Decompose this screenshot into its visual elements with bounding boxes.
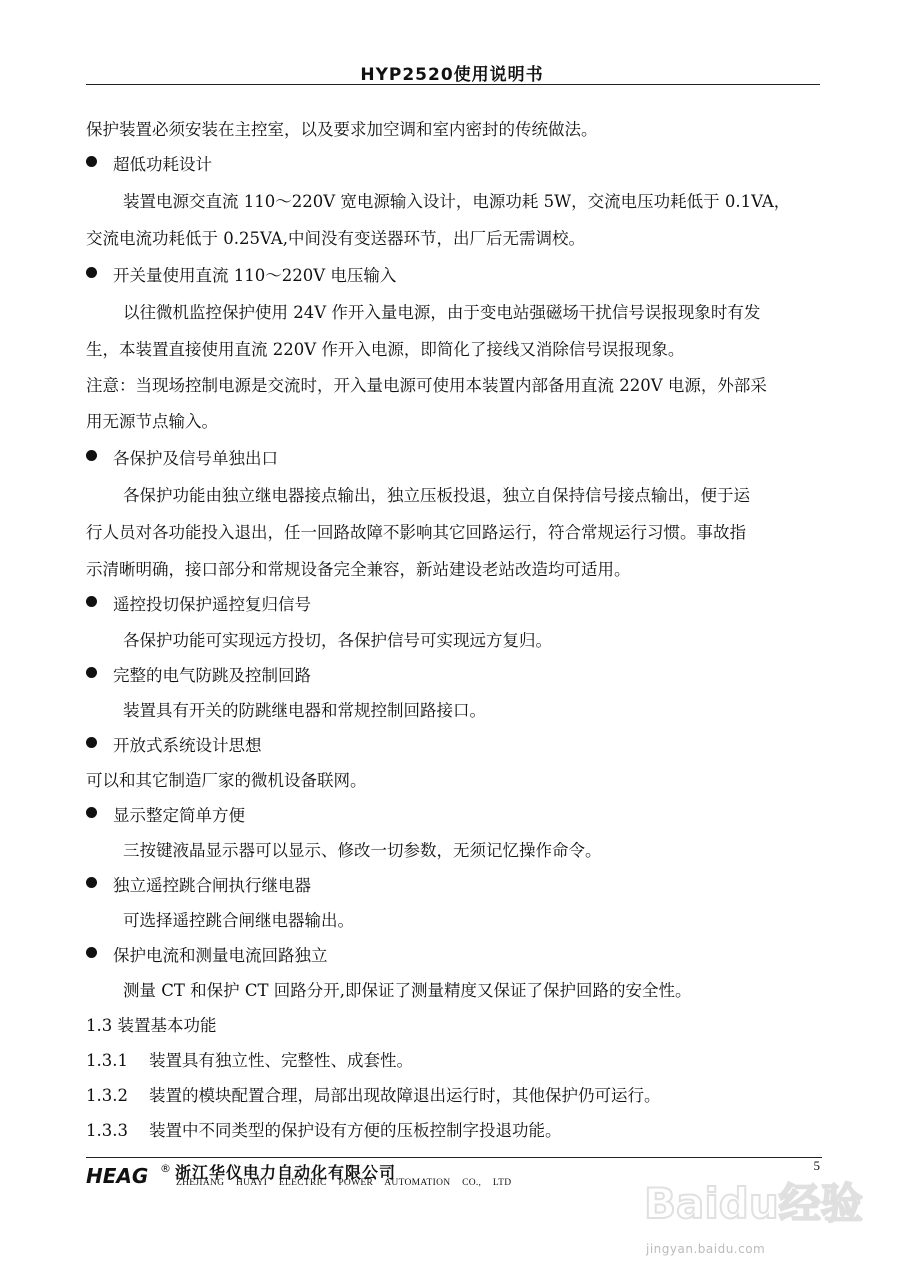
bullet-title: 显示整定简单方便 (113, 806, 245, 825)
paragraph-line: 可选择遥控跳合闸继电器输出。 (123, 911, 354, 930)
item-text: 装置中不同类型的保护设有方便的压板控制字投退功能。 (149, 1121, 562, 1140)
paragraph-line: 以往微机监控保护使用 24V 作开入量电源，由于变电站强磁场干扰信号误报现象时有发 (123, 303, 761, 322)
company-name-en: ZHEJIANG HUAYI ELECTRIC POWER AUTOMATION CO., LTD (176, 1178, 512, 1188)
numbered-item (86, 1082, 661, 1106)
paragraph-line: 行人员对各功能投入退出，任一回路故障不影响其它回路运行，符合常规运行习惯。事故指 (86, 523, 746, 542)
bullet-title: 保护电流和测量电流回路独立 (113, 946, 328, 965)
bullet-title: 各保护及信号单独出口 (113, 449, 278, 468)
page-number: 5 (813, 1158, 820, 1173)
bullet-icon (86, 450, 97, 461)
bullet-icon (86, 737, 97, 748)
logo-text: HEAG (86, 1164, 149, 1188)
numbered-item (86, 1117, 562, 1141)
paragraph-line: 可以和其它制造厂家的微机设备联网。 (86, 771, 367, 790)
bullet-title: 开放式系统设计思想 (113, 736, 262, 755)
item-text: 装置的模块配置合理，局部出现故障退出运行时，其他保护仍可运行。 (149, 1086, 661, 1105)
bullet-icon (86, 156, 97, 167)
paragraph-intro: 保护装置必须安装在主控室，以及要求加空调和室内密封的传统做法。 (86, 120, 598, 139)
watermark-brand: Baidu经验 (644, 1179, 863, 1228)
paragraph-line: 各保护功能由独立继电器接点输出，独立压板投退，独立自保持信号接点输出，便于运 (123, 486, 750, 505)
item-text: 装置具有独立性、完整性、成套性。 (149, 1051, 413, 1070)
bullet-title: 超低功耗设计 (113, 155, 212, 174)
item-number: 1.3.1 (86, 1051, 128, 1070)
bullet-title: 独立遥控跳合闸执行继电器 (113, 876, 311, 895)
watermark-url: jingyan.baidu.com (646, 1242, 766, 1256)
bullet-title: 开关量使用直流 110～220V 电压输入 (113, 266, 397, 285)
bullet-icon (86, 947, 97, 958)
company-name-cn: 浙江华仪电力自动化有限公司 (175, 1163, 397, 1182)
note-line: 用无源节点输入。 (86, 412, 218, 431)
item-number: 1.3.3 (86, 1121, 128, 1140)
bullet-icon (86, 877, 97, 888)
bullet-icon (86, 596, 97, 607)
bullet-icon (86, 807, 97, 818)
section-heading: 1.3 装置基本功能 (86, 1016, 217, 1035)
paragraph-line: 交流电流功耗低于 0.25VA,中间没有变送器环节，出厂后无需调校。 (86, 229, 585, 248)
bullet-icon (86, 667, 97, 678)
footer-divider (86, 1157, 822, 1158)
header-title: HYP2520使用说明书 (360, 65, 544, 85)
paragraph-line: 三按键液晶显示器可以显示、修改一切参数，无须记忆操作命令。 (123, 841, 602, 860)
paragraph-line: 各保护功能可实现远方投切，各保护信号可实现远方复归。 (123, 631, 552, 650)
paragraph-line: 生，本装置直接使用直流 220V 作开入电源，即简化了接线又消除信号误报现象。 (86, 340, 685, 359)
paragraph-line: 示清晰明确，接口部分和常规设备完全兼容，新站建设老站改造均可适用。 (86, 560, 631, 579)
bullet-title: 完整的电气防跳及控制回路 (113, 666, 311, 685)
bullet-title: 遥控投切保护遥控复归信号 (113, 595, 311, 614)
paragraph-line: 装置电源交直流 110～220V 宽电源输入设计，电源功耗 5W，交流电压功耗低于 0.1VA， (123, 192, 791, 211)
item-number: 1.3.2 (86, 1086, 128, 1105)
paragraph-line: 测量 CT 和保护 CT 回路分开,即保证了测量精度又保证了保护回路的安全性。 (123, 981, 692, 1000)
note-line: 注意：当现场控制电源是交流时，开入量电源可使用本装置内部备用直流 220V 电源，外部采 (86, 376, 767, 395)
header-divider (86, 84, 820, 85)
registered-mark: ® (160, 1163, 171, 1175)
paragraph-line: 装置具有开关的防跳继电器和常规控制回路接口。 (123, 701, 486, 720)
bullet-icon (86, 267, 97, 278)
numbered-item (86, 1047, 413, 1071)
